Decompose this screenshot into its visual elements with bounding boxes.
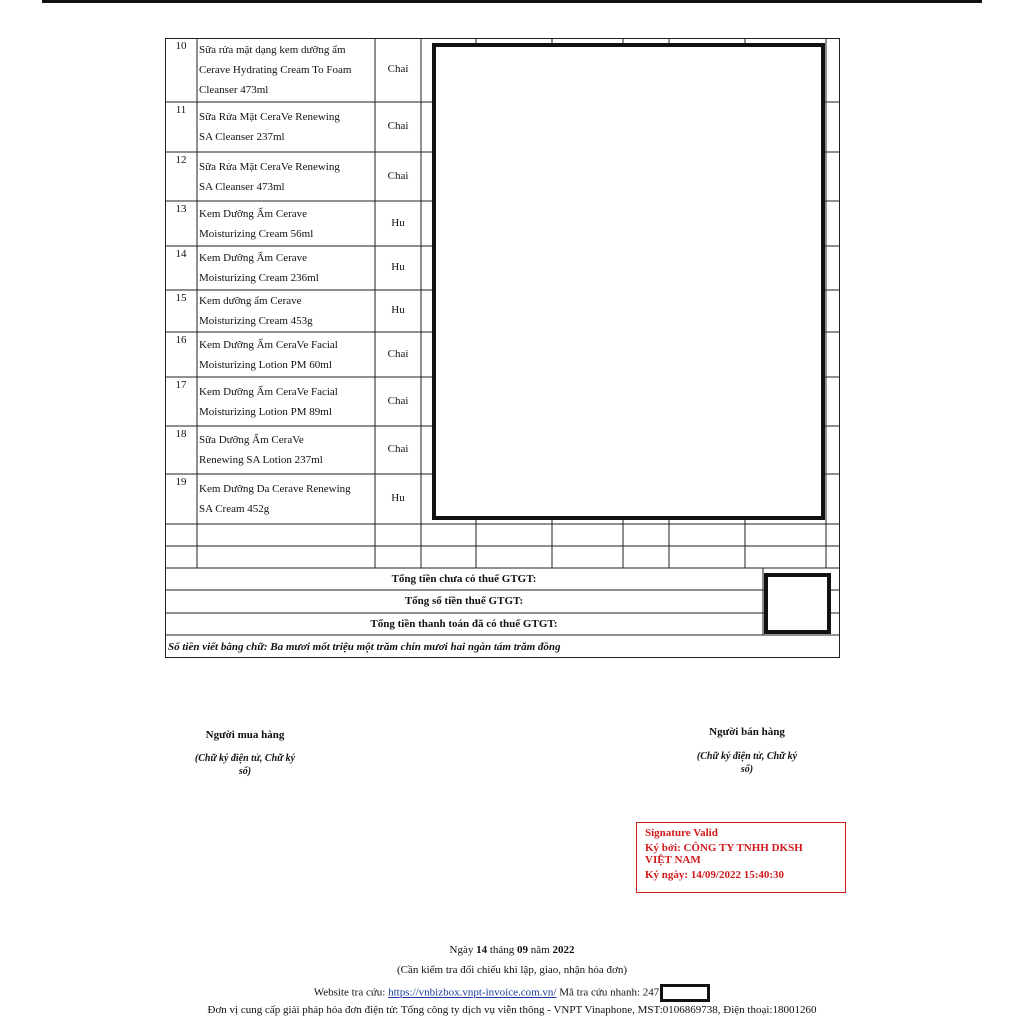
website-link[interactable]: https://vnbizbox.vnpt-invoice.com.vn/: [388, 986, 557, 999]
grand-total-label: Tổng tiền thanh toán đã có thuế GTGT:: [370, 618, 558, 630]
item-name-line: Moisturizing Cream 56ml: [199, 227, 314, 240]
check-note: (Cần kiểm tra đối chiếu khi lập, giao, nhận hóa đơn): [396, 964, 628, 976]
item-unit: Chai: [387, 443, 409, 455]
item-name: [199, 335, 374, 375]
item-unit: Hu: [391, 261, 405, 273]
date-prefix: Ngày: [449, 944, 474, 956]
item-name-line: Kem Dưỡng Ẩm CeraVe Facial: [199, 385, 338, 398]
redacted-price-block: [432, 43, 825, 520]
redacted-totals-block: [764, 573, 831, 634]
item-name-line: Sữa Rửa Mặt CeraVe Renewing: [199, 111, 340, 123]
item-name: [199, 248, 374, 288]
item-name-line: Sữa rửa mặt dạng kem dưỡng ẩm: [199, 44, 346, 56]
item-number: 16: [175, 334, 187, 346]
invoice-items-table: [165, 38, 840, 658]
digital-signature-box[interactable]: [636, 822, 846, 893]
buyer-signature-note: [165, 752, 325, 778]
amount-in-words: Số tiền viết bằng chữ: Ba mươi mốt triệu một trăm chín mươi hai ngàn tám trăm đồng: [168, 641, 561, 653]
item-name-line: Sữa Rửa Mặt CeraVe Renewing: [199, 160, 340, 173]
month-label: tháng: [489, 944, 515, 956]
signature-status: Signature Valid: [645, 827, 718, 839]
item-name-line: Sữa Dưỡng Ẩm CeraVe: [199, 434, 304, 446]
item-unit: Chai: [387, 394, 409, 407]
item-number: 15: [175, 292, 187, 304]
seller-title: Người bán hàng: [709, 726, 785, 738]
item-name: [199, 430, 374, 470]
item-name-line: Moisturizing Lotion PM 60ml: [199, 358, 332, 371]
item-name-line: Renewing SA Lotion 237ml: [199, 454, 323, 466]
seller-note-line2: số): [740, 764, 754, 775]
buyer-note-line2: số): [238, 766, 252, 777]
signed-date: Ký ngày: 14/09/2022 15:40:30: [645, 869, 785, 881]
item-name-line: Kem Dưỡng Da Cerave Renewing: [199, 483, 351, 495]
item-name-line: Moisturizing Cream 236ml: [199, 272, 319, 284]
item-name-line: SA Cleanser 237ml: [199, 131, 285, 143]
item-name: [199, 40, 374, 100]
vat-label: Tổng số tiền thuế GTGT:: [404, 595, 524, 607]
item-number: 12: [175, 154, 187, 166]
buyer-note-line1: (Chữ ký điện tử, Chữ ký: [194, 753, 296, 764]
item-unit: Chai: [387, 120, 409, 132]
item-name: [199, 291, 374, 331]
item-name-line: Kem dưỡng ẩm Cerave: [199, 295, 302, 307]
item-name-line: SA Cream 452g: [199, 503, 270, 515]
lookup-code-label: Mã tra cứu nhanh: 247: [559, 986, 660, 999]
item-unit: Chai: [387, 347, 409, 360]
item-number: 10: [175, 40, 187, 52]
item-name-line: SA Cleanser 473ml: [199, 180, 285, 193]
item-name: [199, 382, 374, 422]
item-name-line: Moisturizing Lotion PM 89ml: [199, 405, 332, 418]
item-name-line: Cerave Hydrating Cream To Foam: [199, 64, 352, 76]
date-year: 2022: [552, 944, 575, 956]
seller-note-line1: (Chữ ký điện tử, Chữ ký: [696, 751, 798, 762]
item-unit: Chai: [387, 169, 409, 182]
item-name-line: Moisturizing Cream 453g: [199, 315, 313, 327]
subtotal-label: Tổng tiền chưa có thuế GTGT:: [391, 573, 537, 585]
redacted-lookup-code: [660, 984, 710, 1002]
provider-line: Đơn vị cung cấp giải pháp hóa đơn điện tử: Tổng công ty dịch vụ viễn thông - VNPT Vinaphone, MST:0106869738, Điện thoại:18001260: [207, 1004, 817, 1016]
website-line: [0, 984, 1024, 1002]
website-label: Website tra cứu:: [313, 986, 386, 999]
signed-by-line2: VIỆT NAM: [645, 854, 701, 866]
item-name-line: Kem Dưỡng Ẩm Cerave: [199, 207, 308, 220]
item-name: [199, 204, 374, 244]
item-unit: Hu: [391, 304, 405, 316]
item-name: [199, 157, 374, 197]
item-number: 13: [175, 203, 187, 215]
item-name: [199, 107, 374, 147]
item-number: 19: [175, 476, 187, 488]
item-name: [199, 479, 374, 519]
date-month: 09: [517, 944, 529, 956]
year-label: năm: [530, 944, 550, 956]
page-top-border: [42, 0, 982, 3]
item-name-line: Kem Dưỡng Ẩm Cerave: [199, 252, 308, 264]
date-day: 14: [476, 944, 488, 956]
invoice-date: [0, 944, 1024, 956]
item-number: 11: [175, 104, 187, 116]
item-unit: Hu: [391, 492, 405, 504]
item-unit: Hu: [391, 216, 405, 229]
item-number: 14: [175, 248, 187, 260]
signed-by-line1: Ký bởi: CÔNG TY TNHH DKSH: [645, 842, 803, 854]
item-name-line: Cleanser 473ml: [199, 84, 269, 96]
item-number: 18: [175, 428, 187, 440]
item-unit: Chai: [387, 63, 409, 75]
buyer-title: Người mua hàng: [205, 729, 285, 741]
seller-signature-note: [667, 750, 827, 776]
item-name-line: Kem Dưỡng Ẩm CeraVe Facial: [199, 338, 338, 351]
item-number: 17: [175, 379, 187, 391]
